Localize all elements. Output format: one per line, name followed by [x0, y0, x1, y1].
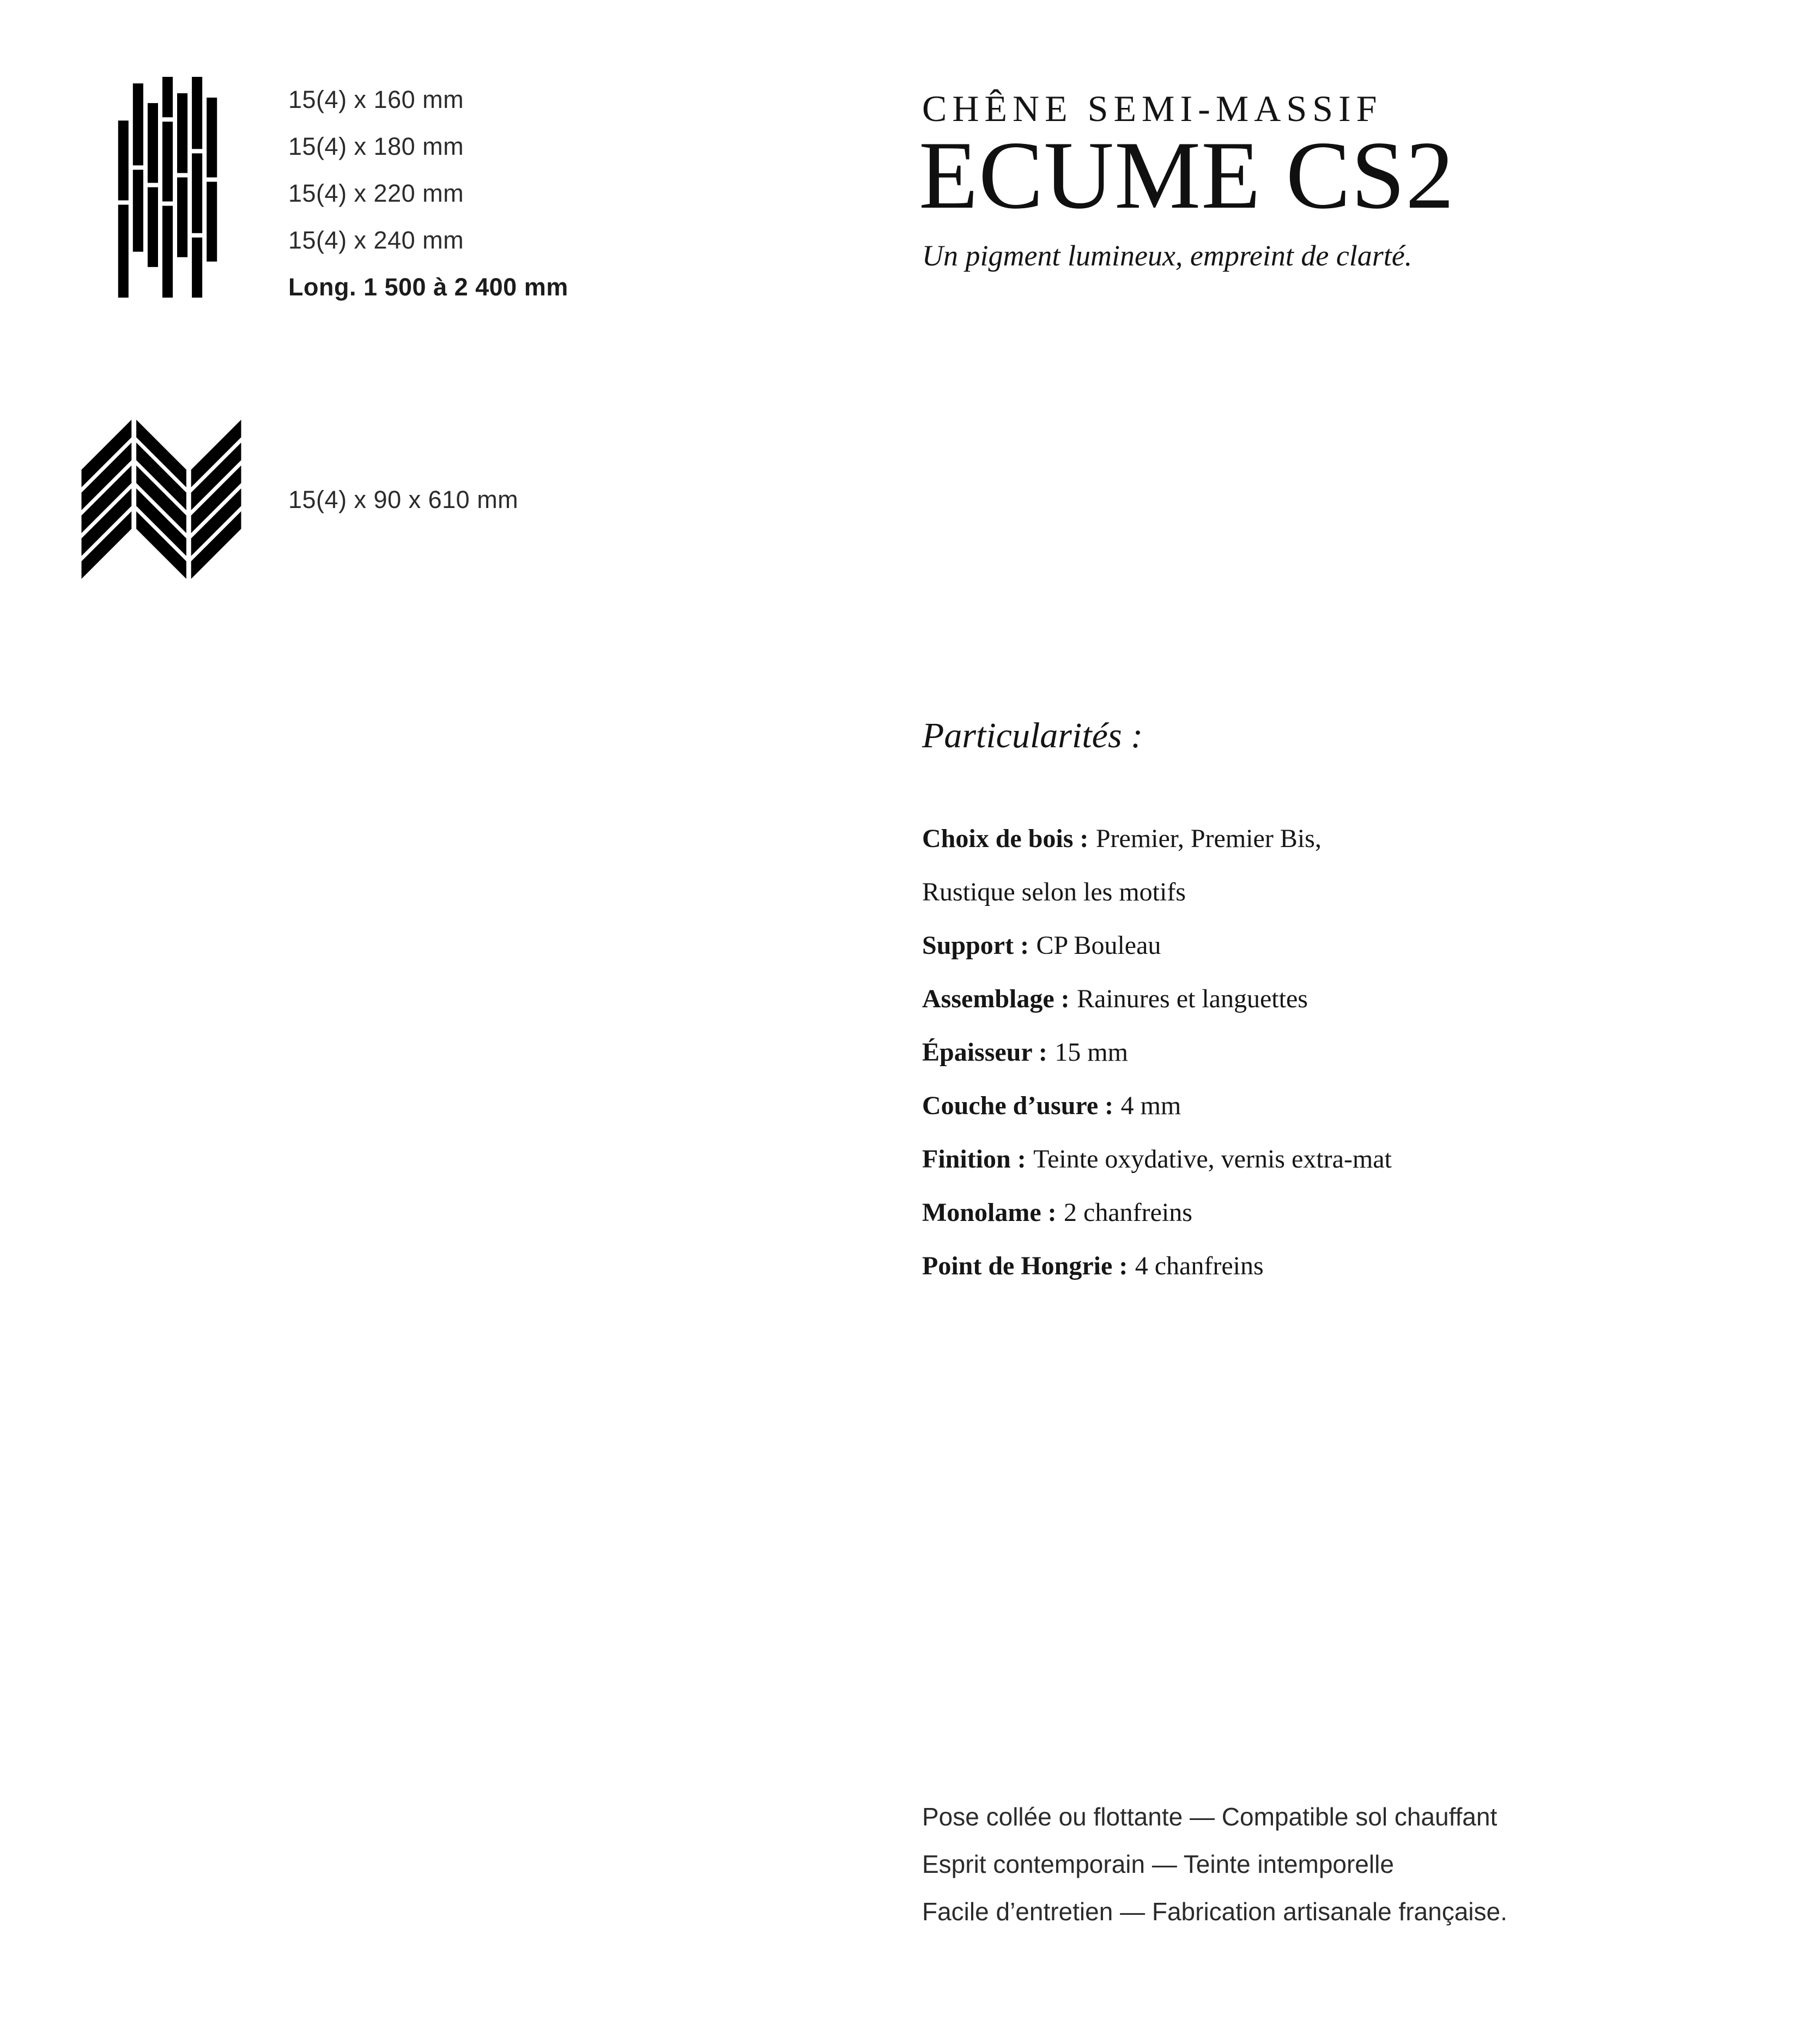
spec-label: Point de Hongrie :	[922, 1251, 1128, 1280]
spec-value: CP Bouleau	[1036, 931, 1161, 960]
spec-value: Rainures et languettes	[1077, 984, 1308, 1013]
feature-line: Esprit contemporain — Teinte intemporelle	[922, 1850, 1394, 1878]
spec-value: 2 chanfreins	[1064, 1198, 1192, 1227]
spec-label: Monolame :	[922, 1198, 1057, 1227]
particularites-heading: Particularités :	[922, 716, 1143, 755]
feature-line: Pose collée ou flottante — Compatible sol chauffant	[922, 1803, 1498, 1831]
product-name: ECUME CS2	[919, 121, 1455, 229]
spec-value: Premier, Premier Bis,	[1095, 824, 1322, 853]
spec-list	[922, 812, 1392, 1293]
size-line: 15(4) x 160 mm	[288, 86, 464, 113]
spec-label: Choix de bois :	[922, 824, 1089, 853]
spec-line	[922, 866, 1392, 919]
spec-line	[922, 812, 1392, 866]
length-range-line: Long. 1 500 à 2 400 mm	[288, 273, 568, 301]
spec-label: Épaisseur :	[922, 1038, 1047, 1067]
spec-label: Couche d’usure :	[922, 1091, 1114, 1120]
category-title: CHÊNE SEMI-MASSIF	[922, 88, 1383, 129]
spec-label: Support :	[922, 931, 1029, 960]
spec-label: Finition :	[922, 1145, 1026, 1174]
spec-line	[922, 1026, 1392, 1079]
spec-line	[922, 1133, 1392, 1186]
feature-list	[922, 1793, 1507, 1936]
spec-value: Teinte oxydative, vernis extra-mat	[1033, 1145, 1392, 1174]
spec-line	[922, 972, 1392, 1026]
chevron-parquet-icon	[81, 420, 242, 579]
tagline: Un pigment lumineux, empreint de clarté.	[922, 239, 1413, 272]
size-line: 15(4) x 180 mm	[288, 132, 464, 160]
spec-line	[922, 1239, 1392, 1293]
size-line: 15(4) x 220 mm	[288, 179, 464, 207]
spec-value: 4 mm	[1120, 1091, 1181, 1120]
spec-line	[922, 1186, 1392, 1239]
planks-dimensions	[288, 76, 568, 311]
mixed-width-planks-icon	[117, 77, 218, 298]
spec-line	[922, 919, 1392, 972]
spec-value: 15 mm	[1054, 1038, 1128, 1067]
feature-line: Facile d’entretien — Fabrication artisanale française.	[922, 1897, 1507, 1926]
spec-value: Rustique selon les motifs	[922, 878, 1186, 906]
size-line: 15(4) x 240 mm	[288, 226, 464, 254]
spec-label: Assemblage :	[922, 984, 1070, 1013]
spec-line	[922, 1079, 1392, 1133]
spec-value: 4 chanfreins	[1135, 1251, 1264, 1280]
chevron-dimension-line: 15(4) x 90 x 610 mm	[288, 486, 519, 513]
